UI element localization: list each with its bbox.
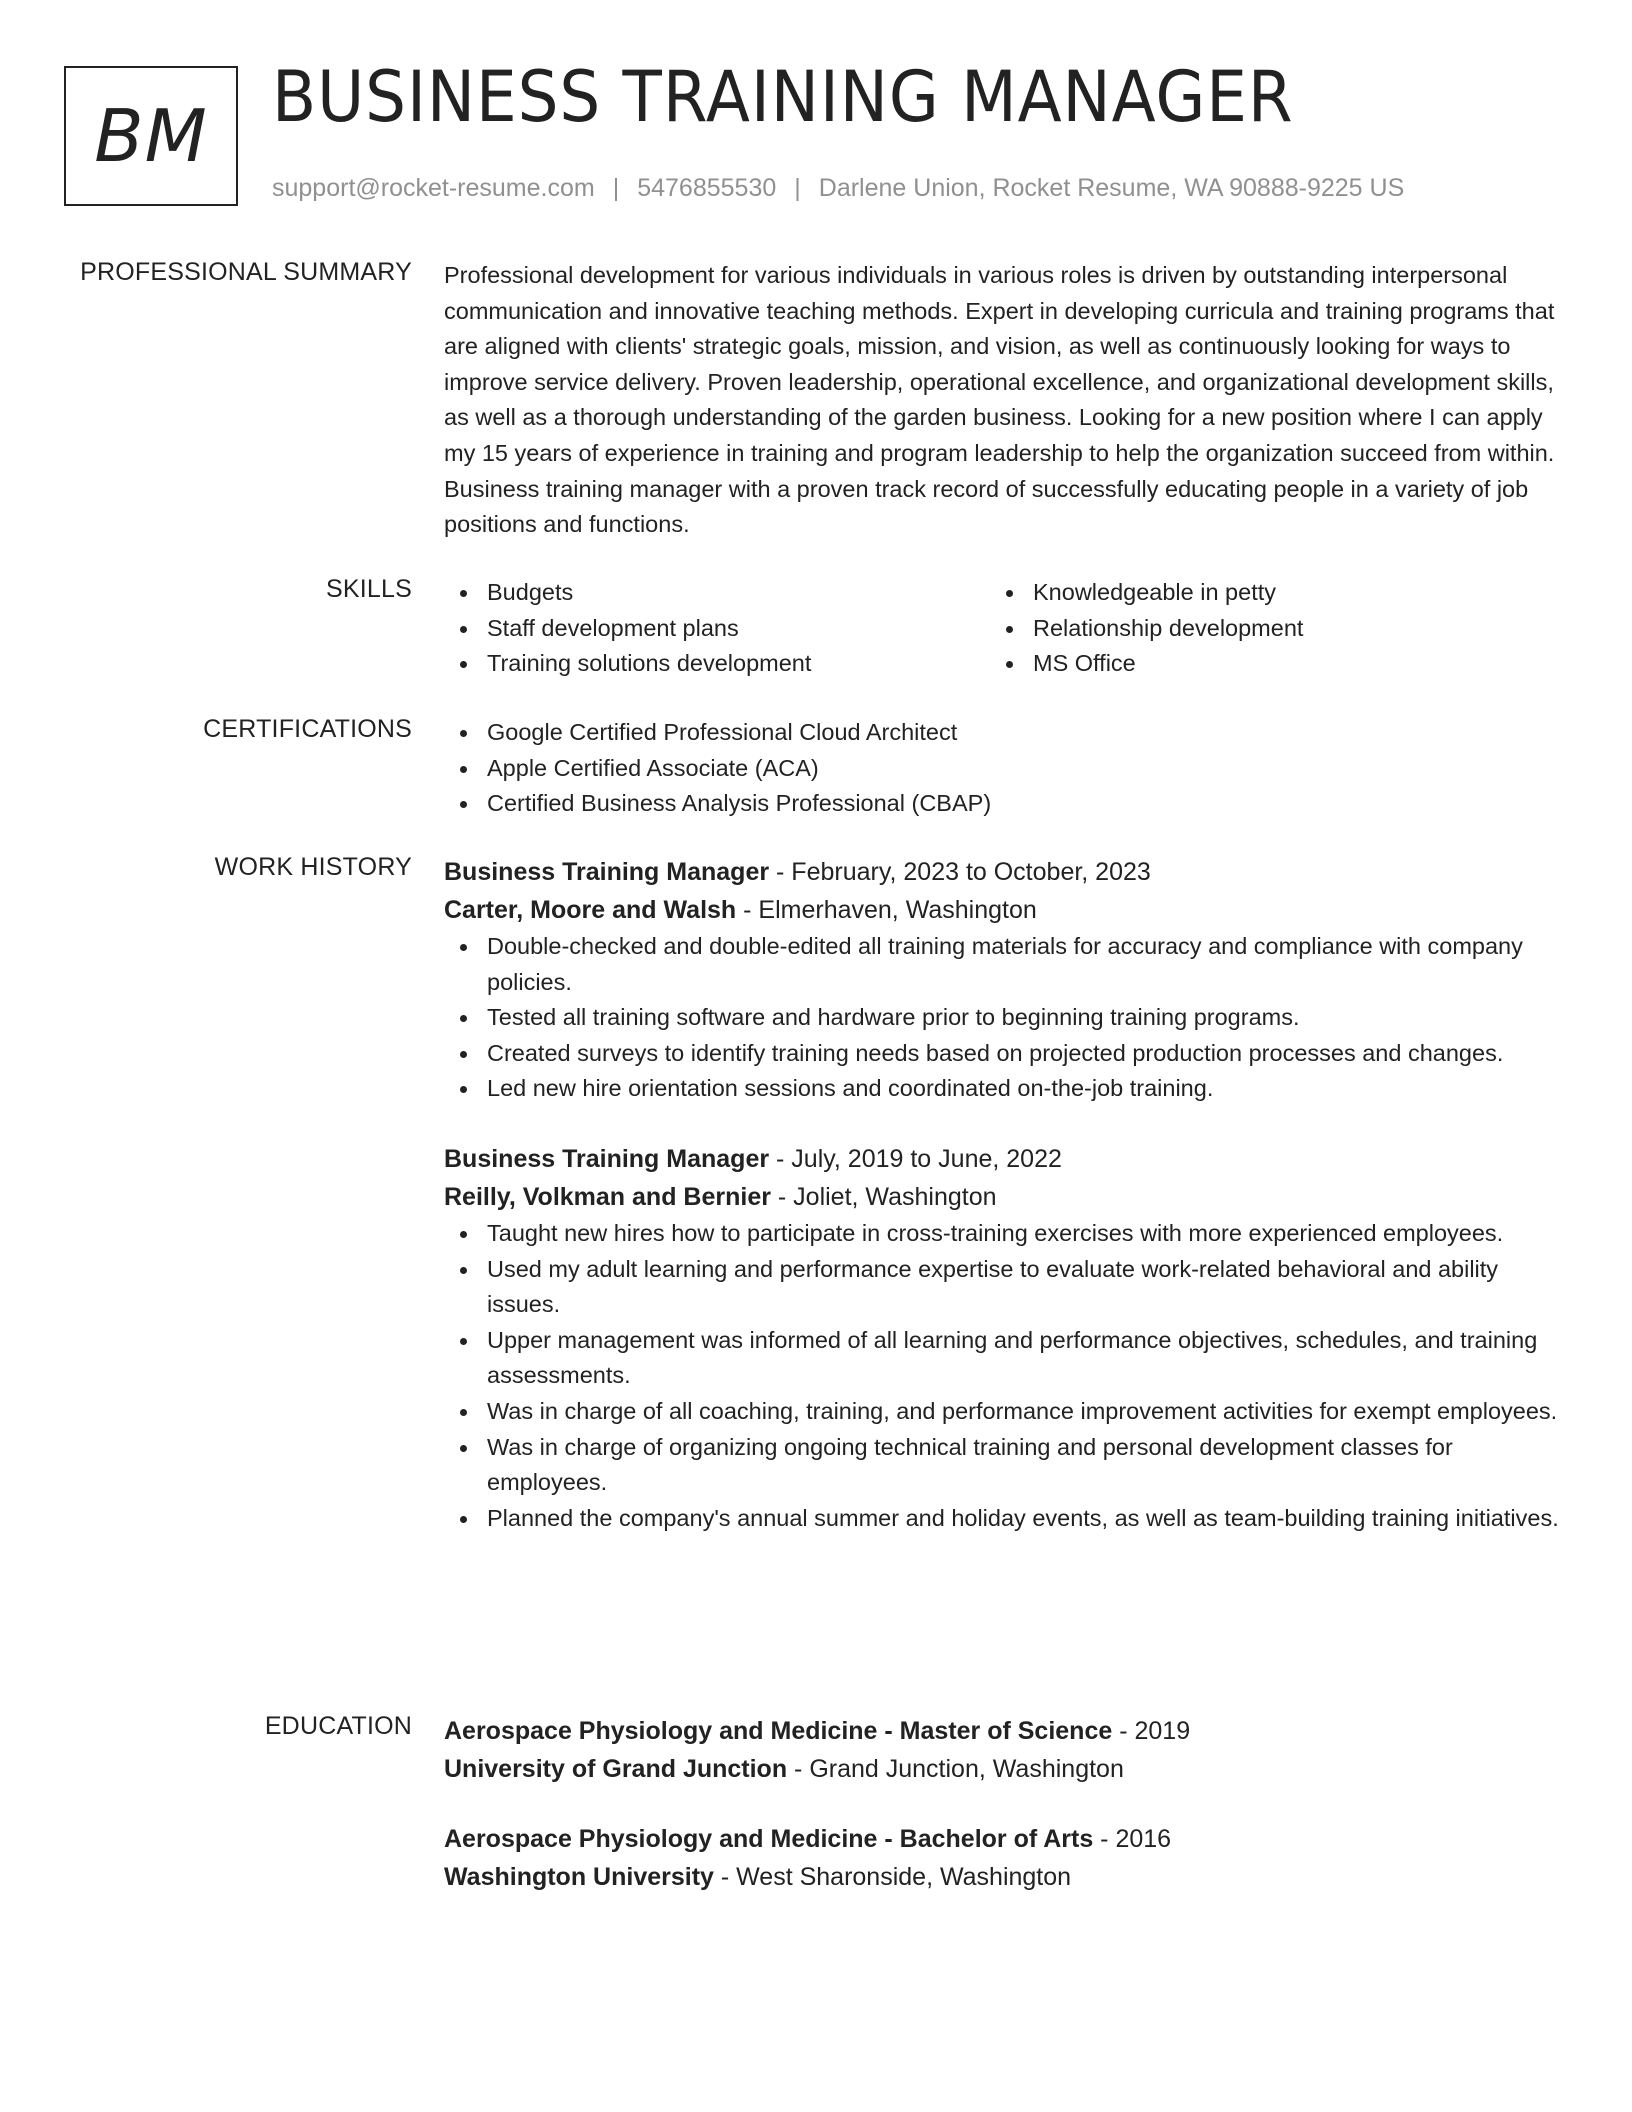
education-entry — [444, 1820, 1562, 1896]
job-title: Business Training Manager — [444, 858, 770, 886]
education-degree: Aerospace Physiology and Medicine - Bachelor of Arts — [444, 1825, 1094, 1853]
contact-phone[interactable]: 5476855530 — [637, 174, 777, 202]
education-year: - 2016 — [1093, 1825, 1172, 1853]
job-bullet: Created surveys to identify training needs based on projected production processes and changes. — [444, 1036, 1562, 1072]
education-school: Washington University — [444, 1863, 714, 1891]
job-entry — [444, 853, 1562, 1107]
job-bullets — [444, 1216, 1562, 1536]
summary-text: Professional development for various individuals in various roles is driven by outstanding interpersonal communication and innovative teaching methods. Expert in developing curricula and training programs that are aligned with clients' strategic goals, mission, and vision, as well as continuously looking for ways to improve service delivery. Proven leadership, operational excellence, and organizational development skills, as well as a thorough understanding of the garden business. Looking for a new position where I can apply my 15 years of experience in training and program leadership to help the organization succeed from within. Business training manager with a proven track record of successfully educating people in a variety of job positions and functions. — [444, 262, 1555, 538]
job-bullet: Tested all training software and hardware prior to beginning training programs. — [444, 1000, 1562, 1036]
education-school: University of Grand Junction — [444, 1755, 788, 1783]
job-bullet: Was in charge of organizing ongoing technical training and personal development classes for employees. — [444, 1430, 1562, 1501]
page-title: BUSINESS TRAINING MANAGER — [272, 56, 1294, 138]
job-company: Reilly, Volkman and Bernier — [444, 1182, 771, 1211]
contact-separator: | — [794, 174, 801, 202]
job-bullet: Led new hire orientation sessions and coordinated on-the-job training. — [444, 1071, 1562, 1107]
skill-item: Budgets — [444, 575, 990, 611]
job-bullet: Upper management was informed of all learning and performance objectives, schedules, and training assessments. — [444, 1323, 1562, 1394]
education-location: - West Sharonside, Washington — [713, 1863, 1072, 1891]
certification-item: Certified Business Analysis Professional (CBAP) — [444, 786, 1562, 822]
education-degree: Aerospace Physiology and Medicine - Master of Science — [444, 1717, 1113, 1745]
contact-line — [272, 174, 1404, 203]
job-location: - Joliet, Washington — [770, 1182, 997, 1211]
skill-item: MS Office — [990, 646, 1536, 682]
education-degree-line — [444, 1712, 1562, 1750]
education-body — [444, 1712, 1562, 1896]
job-company: Carter, Moore and Walsh — [444, 896, 737, 924]
skill-item: Knowledgeable in petty — [990, 575, 1536, 611]
job-title-line — [444, 1140, 1562, 1178]
job-location: - Elmerhaven, Washington — [736, 896, 1037, 924]
contact-address: Darlene Union, Rocket Resume, WA 90888-9225 US — [818, 174, 1405, 202]
section-label-skills: SKILLS — [326, 575, 412, 603]
job-company-line — [444, 891, 1562, 929]
job-title-line — [444, 853, 1562, 891]
education-entry — [444, 1712, 1562, 1788]
job-bullet: Double-checked and double-edited all training materials for accuracy and compliance with company policies. — [444, 929, 1562, 1000]
work-history-body — [444, 853, 1562, 1536]
job-dates: - February, 2023 to October, 2023 — [769, 858, 1151, 886]
certification-item: Google Certified Professional Cloud Architect — [444, 715, 1562, 751]
contact-separator: | — [612, 174, 620, 202]
skills-list-left — [444, 575, 990, 682]
skill-item: Training solutions development — [444, 646, 990, 682]
skill-item: Staff development plans — [444, 611, 990, 647]
job-bullet: Used my adult learning and performance expertise to evaluate work-related behavioral and ability issues. — [444, 1252, 1562, 1323]
education-degree-line — [444, 1820, 1562, 1858]
job-entry — [444, 1140, 1562, 1536]
contact-email[interactable]: support@rocket-resume.com — [272, 174, 595, 202]
section-label-education: EDUCATION — [264, 1712, 412, 1740]
certifications-list — [444, 715, 1562, 822]
job-title: Business Training Manager — [444, 1144, 770, 1173]
education-school-line — [444, 1858, 1562, 1896]
job-bullets — [444, 929, 1562, 1107]
section-label-work-history: WORK HISTORY — [214, 853, 412, 881]
skills-list-right — [990, 575, 1536, 682]
job-bullet: Planned the company's annual summer and holiday events, as well as team-building training initiatives. — [444, 1501, 1562, 1537]
job-bullet: Taught new hires how to participate in cross-training exercises with more experienced employees. — [444, 1216, 1562, 1252]
education-location: - Grand Junction, Washington — [787, 1755, 1124, 1783]
certification-item: Apple Certified Associate (ACA) — [444, 751, 1562, 787]
education-school-line — [444, 1750, 1562, 1788]
section-label-summary: PROFESSIONAL SUMMARY — [80, 258, 412, 286]
summary-body — [444, 258, 1562, 543]
section-label-certifications: CERTIFICATIONS — [203, 715, 412, 743]
education-year: - 2019 — [1112, 1717, 1191, 1745]
job-dates: - July, 2019 to June, 2022 — [769, 1144, 1062, 1173]
skills-body — [444, 575, 1562, 682]
skill-item: Relationship development — [990, 611, 1536, 647]
job-company-line — [444, 1178, 1562, 1216]
job-bullet: Was in charge of all coaching, training, and performance improvement activities for exempt employees. — [444, 1394, 1562, 1430]
certifications-body — [444, 715, 1562, 822]
monogram-logo: BM — [64, 66, 238, 206]
